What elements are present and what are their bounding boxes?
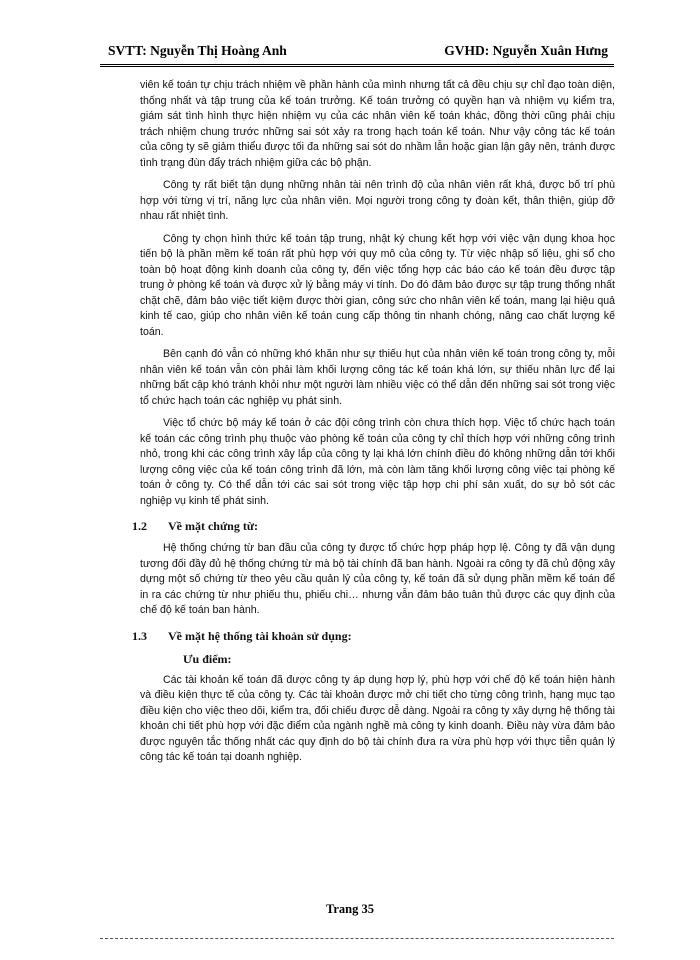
page-body (132, 78, 615, 773)
student-name: SVTT: Nguyễn Thị Hoàng Anh (108, 43, 287, 58)
section-title: Về mặt hệ thống tài khoản sử dụng: (168, 628, 352, 643)
page-number: Trang 35 (325, 902, 375, 916)
section-number: 1.2 (132, 519, 147, 533)
footer-divider (100, 938, 614, 939)
paragraph-1: viên kế toán tự chịu trách nhiệm về phần hành của mình nhưng tất cả đều chịu sự chỉ đạo toàn diện, thống nhất và tập trung của kế toán trưởng. Kế toán trưởng có quyền hạn và nhiệm vụ kiểm tra, giám sát tình hình thực hiện nhiệm vụ của các nhân viên kế toán khác, đồng thời cũng phải chịu trách nhiệm chung trước những sai sót xảy ra trong hạch toán kế toán. Như vậy công tác kế toán của công ty sẽ giảm thiểu được tối đa những sai sót do nhầm lẫn hoặc gian lận gây nên, tránh được tình trạng đùn đẩy trách nhiệm giữa các bộ phận. (140, 79, 615, 169)
paragraph-3: Công ty chọn hình thức kế toán tập trung, nhật ký chung kết hợp với việc vận dụng khoa học tiến bộ là phần mềm kế toán rất phù hợp với quy mô của công ty. Từ việc nhập số liệu, ghi sổ cho toàn bộ hoạt động kinh doanh của công ty, đến việc tổng hợp các báo cáo kế toán đều được tập trung ở phòng kế toán và được xử lý bằng máy vi tính. Do đó đảm bảo được sự tập trung thống nhất chặt chẽ, đảm bảo việc tiết kiệm được thời gian, công sức cho nhân viên kế toán, mang lại hiệu quả kinh tế cao, giúp cho nhân viên kế toán cung cấp thông tin nhanh chóng, nâng cao chất lượng kế toán. (140, 232, 615, 338)
page-header (108, 43, 608, 63)
paragraph-4: Bên cạnh đó vẫn có những khó khăn như sự thiếu hụt của nhân viên kế toán trong công ty, mỗi nhân viên kế toán vẫn còn phải làm khối lượng công tác kế toán khá lớn, sự thiếu nhân lực để lại những bất cập khó tránh khỏi như một người làm nhiều việc có thể dẫn đến những sai sót trong việc tổ chức hạch toán các nghiệp vụ phát sinh. (140, 348, 615, 407)
paragraph-5: Việc tổ chức bộ máy kế toán ở các đội công trình còn chưa thích hợp. Việc tổ chức hạch toán kế toán các công trình phụ thuộc vào phòng kế toán của công ty chỉ thích hợp với những công trình nhỏ, trong khi các công trình xây lắp của công ty lại khá lớn chính điều đó không những dẫn tới khối lượng công việc của kế toán công trình đã lớn, mà còn làm tăng khối lượng công việc tại phòng kế toán ở công ty. Có thể dẫn tới các sai sót trong việc tập hợp chi phí sản xuất, do sự bỏ sót các nghiệp vụ kinh tế phát sinh. (140, 417, 615, 507)
section-heading-1-2 (132, 518, 615, 534)
section-title: Về mặt chứng từ: (168, 519, 259, 533)
subheading-advantages: Ưu điểm: (183, 651, 232, 666)
paragraph-7: Các tài khoản kế toán đã được công ty áp dụng hợp lý, phù hợp với chế độ kế toán hiện hành và điều kiện thực tế của công ty. Các tài khoản được mở chi tiết cho từng công trình, hạng mục tạo điều kiện cho việc theo dõi, kiểm tra, đối chiếu được dễ dàng. Ngoài ra công ty xây dựng hệ thống tài khoản chi tiết phù hợp với đặc điểm của ngành nghề mà công ty kinh doanh. Điều này vừa đảm bảo được nguyên tắc thống nhất các quy định do bộ tài chính đưa ra vừa phù hợp với thực tiễn quản lý công tác kế toán tại doanh nghiệp. (140, 673, 615, 763)
header-divider (100, 64, 614, 67)
supervisor-name: GVHD: Nguyễn Xuân Hưng (444, 43, 608, 58)
paragraph-6: Hệ thống chứng từ ban đầu của công ty được tổ chức hợp pháp hợp lệ. Công ty đã vận dụng tương đối đầy đủ hệ thống chứng từ mà bộ tài chính đã ban hành. Ngoài ra công ty đã chủ động xây dựng một số chứng từ theo yêu cầu quản lý của công ty, kế toán đã sử dụng phần mềm kế toán để in ra các chứng từ như phiếu thu, phiếu chi… nhưng vẫn đảm bảo tuân thủ được các quy định của chế độ kế toán ban hành. (140, 542, 615, 616)
paragraph-2: Công ty rất biết tận dụng những nhân tài nên trình độ của nhân viên rất khá, được bố trí phù hợp với từng vị trí, năng lực của nhân viên. Mọi người trong công ty đoàn kết, thân thiện, giúp đỡ nhau rất nhiệt tình. (140, 179, 615, 222)
section-number: 1.3 (132, 628, 147, 643)
section-heading-1-3 (132, 628, 615, 644)
